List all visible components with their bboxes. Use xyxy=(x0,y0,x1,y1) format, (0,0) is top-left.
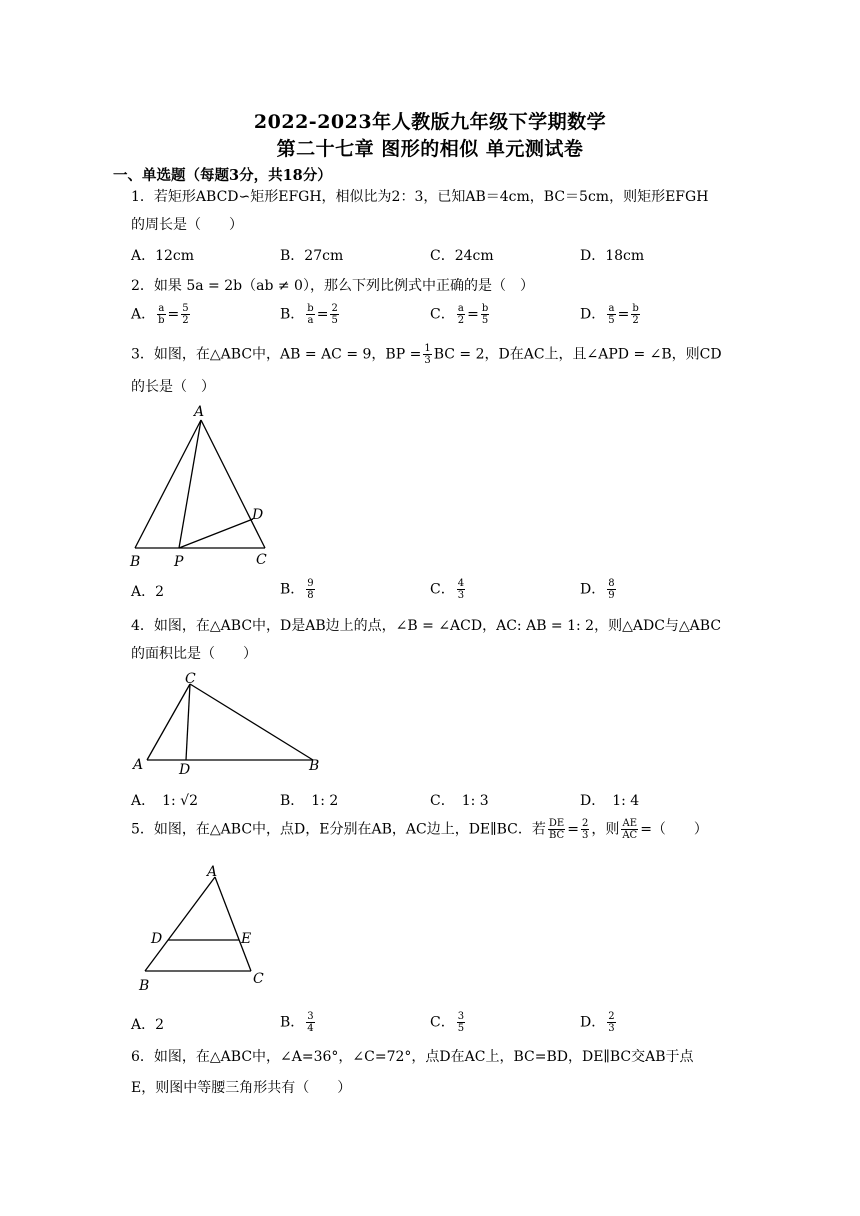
segment-ab xyxy=(145,877,215,971)
segment-cd xyxy=(186,684,190,760)
segment-pd xyxy=(179,519,253,548)
question-4-text-cont: 的面积比是（ ） xyxy=(131,646,257,662)
option-label: A． xyxy=(131,306,156,323)
label-e: E xyxy=(241,931,252,947)
segment-ac xyxy=(147,684,190,760)
q4-option-d: D． 1: 4 xyxy=(580,793,640,809)
section-heading: 一、单选题（每题3分，共18分） xyxy=(113,167,332,184)
question-6-text-cont: E，则图中等腰三角形共有（ ） xyxy=(131,1080,352,1096)
fraction: $\frac{1}{3}$ xyxy=(424,343,431,366)
fraction: $\frac{b}{2}$ xyxy=(632,303,639,326)
label-a: A xyxy=(207,864,218,880)
label-b: B xyxy=(130,554,141,570)
q2-option-c: C． $\frac{a}{2}$ = $\frac{b}{5}$ xyxy=(430,303,489,326)
label-p: P xyxy=(174,554,184,570)
label-d: D xyxy=(179,762,191,778)
fraction: $\frac{2}{3}$ xyxy=(608,1011,615,1034)
question-1-text: 1．若矩形ABCD∽矩形EFGH，相似比为2：3，已知AB＝4cm，BC＝5cm，则矩形EFGH xyxy=(131,189,709,205)
fraction: $\frac{3}{4}$ xyxy=(307,1011,314,1034)
segment-ab xyxy=(135,420,201,548)
question-4-text: 4．如图，在△ABC中，D是AB边上的点，∠B = ∠ACD，AC: AB = 1: 2，则△ADC与△ABC xyxy=(131,618,722,634)
question-6-text: 6．如图，在△ABC中，∠A=36°，∠C=72°，点D在AC上，BC=BD，DE∥BC交AB于点 xyxy=(131,1049,694,1065)
question-1-text-cont: 的周长是（ ） xyxy=(131,217,243,233)
fraction: $\frac{3}{5}$ xyxy=(457,1011,465,1034)
option-label: C． xyxy=(430,306,455,323)
q3-option-b: B． $\frac{9}{8}$ xyxy=(280,578,314,601)
question-3-text: 3．如图，在△ABC中，AB = AC = 9，BP = $\frac{1}{3}$ BC = 2，D在AC上，且∠APD = ∠B，则CD xyxy=(131,343,722,366)
q5-option-b: B． $\frac{3}{4}$ xyxy=(280,1011,314,1034)
q5-option-a: A．2 xyxy=(131,1017,165,1033)
label-d: D xyxy=(252,507,264,523)
q2-option-b: B． $\frac{b}{a}$ = $\frac{2}{5}$ xyxy=(280,303,338,326)
fraction: $\frac{a}{5}$ xyxy=(608,303,615,326)
label-a: A xyxy=(194,404,205,420)
question-5-text: 5．如图，在△ABC中，点D，E分别在AB，AC边上，DE∥BC．若 $\frac{DE}{BC}$ = $\frac{2}{3}$ ，则 $\frac{AE}{AC}$ =（ ） xyxy=(131,818,708,841)
q5-option-d: D． $\frac{2}{3}$ xyxy=(580,1011,615,1034)
q3-option-a: A．2 xyxy=(131,584,165,600)
document-title: 2022-2023年人教版九年级下学期数学 xyxy=(253,111,607,133)
fraction: $\frac{5}{2}$ xyxy=(182,303,189,326)
q3-triangle-figure xyxy=(125,400,285,572)
q4-option-a: A． 1: √2 xyxy=(131,793,199,809)
q1-option-b: B．27cm xyxy=(280,248,344,264)
fraction: $\frac{a}{2}$ xyxy=(457,303,465,326)
document-subtitle: 第二十七章 图形的相似 单元测试卷 xyxy=(276,138,584,160)
q4-option-b: B． 1: 2 xyxy=(280,793,339,809)
segment-ac xyxy=(215,877,251,971)
label-d: D xyxy=(151,931,163,947)
label-b: B xyxy=(139,978,150,994)
q4-option-c: C． 1: 3 xyxy=(430,793,489,809)
label-a: A xyxy=(133,757,144,773)
fraction: $\frac{4}{3}$ xyxy=(457,578,465,601)
question-3-text-cont: 的长是（ ） xyxy=(131,379,215,395)
q3-option-d: D． $\frac{8}{9}$ xyxy=(580,578,615,601)
fraction: $\frac{a}{b}$ xyxy=(158,303,165,326)
fraction: $\frac{b}{5}$ xyxy=(481,303,489,326)
q3-option-c: C． $\frac{4}{3}$ xyxy=(430,578,465,601)
label-c: C xyxy=(256,552,267,568)
fraction: $\frac{b}{a}$ xyxy=(307,303,314,326)
fraction: $\frac{DE}{BC}$ xyxy=(548,818,565,841)
q1-option-d: D．18cm xyxy=(580,248,645,264)
segment-ap xyxy=(179,420,201,548)
segment-cb xyxy=(190,684,313,760)
label-b: B xyxy=(309,758,320,774)
fraction: $\frac{2}{5}$ xyxy=(331,303,338,326)
question-2-text: 2．如果 5a = 2b（ab ≠ 0），那么下列比例式中正确的是（ ） xyxy=(131,278,534,294)
q5-option-c: C． $\frac{3}{5}$ xyxy=(430,1011,465,1034)
label-c: C xyxy=(185,671,196,687)
option-label: D． xyxy=(580,306,606,323)
fraction: $\frac{9}{8}$ xyxy=(307,578,314,601)
option-label: B． xyxy=(280,306,305,323)
q1-option-c: C．24cm xyxy=(430,248,494,264)
fraction: $\frac{2}{3}$ xyxy=(581,818,589,841)
q2-option-d: D． $\frac{a}{5}$ = $\frac{b}{2}$ xyxy=(580,303,639,326)
q5-triangle-figure xyxy=(134,860,274,995)
q4-triangle-figure xyxy=(128,668,328,780)
q2-option-a: A． $\frac{a}{b}$ = $\frac{5}{2}$ xyxy=(131,303,189,326)
segment-ac xyxy=(201,420,265,548)
q1-option-a: A．12cm xyxy=(131,248,195,264)
label-c: C xyxy=(253,971,264,987)
fraction: $\frac{AE}{AC}$ xyxy=(622,818,638,841)
fraction: $\frac{8}{9}$ xyxy=(608,578,615,601)
